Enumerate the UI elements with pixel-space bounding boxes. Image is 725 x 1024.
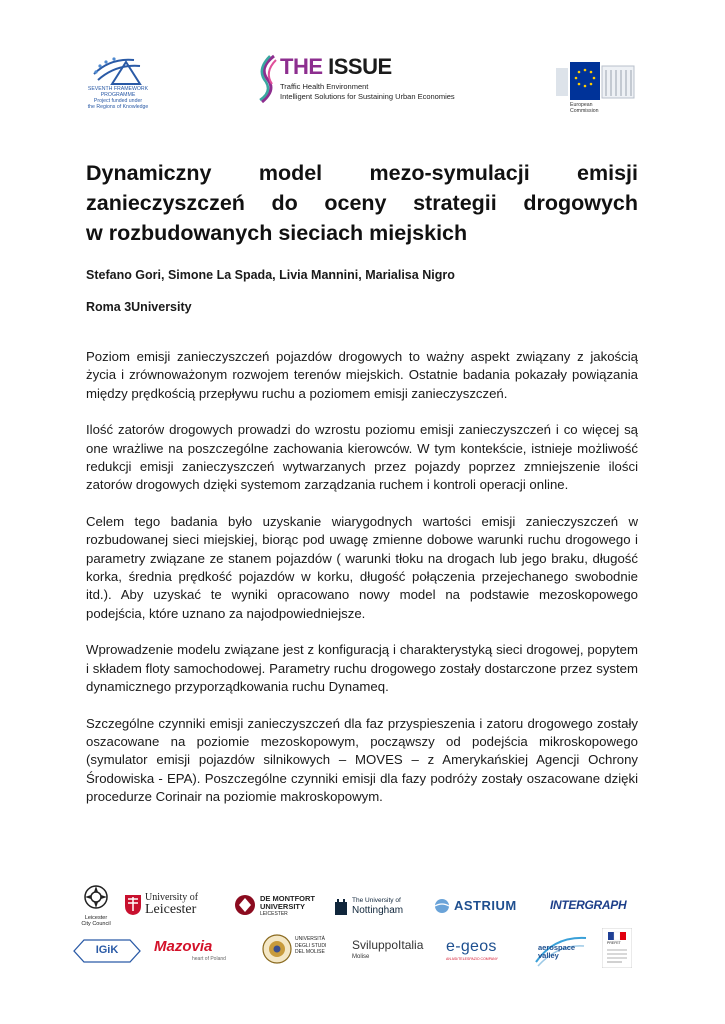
nottingham-line-2: Nottingham <box>352 905 404 916</box>
rose-icon <box>83 884 109 910</box>
mazovia-logo <box>154 938 240 970</box>
paragraph-4: Wprowadzenie modelu związane jest z konfiguracją i charakterystyką sieci drogowej, popytem i składem floty samochodowej. Parametry ruchu drogowego zostały dostarczone przez system dynamicznego przyporządkowania ruchu Dynameq. <box>86 642 638 694</box>
issue-word: ISSUE <box>328 54 392 79</box>
e-geos-logo <box>446 938 530 968</box>
leicester-city-line-1: Leicester <box>84 915 108 921</box>
egeos-name: e-geos <box>446 938 497 955</box>
authors: Stefano Gori, Simone La Spada, Livia Mannini, Marialisa Nigro <box>86 268 455 282</box>
aerospace-valley-logo <box>534 932 588 972</box>
leicester-univ-line-2: Leicester <box>145 902 197 917</box>
french-flag-icon <box>602 928 632 968</box>
molise-line-1: UNIVERSITÀ <box>295 936 326 942</box>
nottingham-castle-icon <box>334 896 348 916</box>
eu-flag-icon <box>556 62 638 102</box>
fp7-line-4: the Regions of Knowledge <box>87 104 149 110</box>
european-commission-logo <box>556 62 638 120</box>
molise-line-2: DEGLI STUDI <box>295 942 327 949</box>
molise-seal-icon <box>262 934 292 964</box>
document-body <box>86 348 638 825</box>
paragraph-3: Celem tego badania było uzyskanie wiarygodnych wartości emisji zanieczyszczeń w rozbudowanej sieci miejskiej, biorąc pod uwagę zmienne dobowe warunki ruchu drogowego i parametry związane ze stanem pojazdów ( warunki tłoku na drogach lub jego braku, długość korka, średnia prędkość pojazdów w korku, długość połączenia przejechanego swobodnie itd.). Aby uzyskać te wyniki opracowano nowy model na podstawie mezoskopowego podejścia, które uznano za najodpowiedniejsze. <box>86 514 638 621</box>
mazovia-tagline: heart of Poland <box>192 956 226 962</box>
astrium-name: ASTRIUM <box>454 898 517 913</box>
sviluppo-sub: Molise <box>352 954 370 960</box>
sviluppo-name-1: Sviluppo <box>352 938 399 952</box>
issue-title <box>280 54 392 80</box>
france-line-1: PREFET <box>607 941 621 945</box>
fp7-caption <box>82 86 154 110</box>
de-montfort-logo <box>234 890 320 924</box>
egeos-sub: AN ASI/TELESPAZIO COMPANY <box>446 957 498 961</box>
ec-line-2: Commission <box>570 108 599 114</box>
partner-logos <box>70 880 650 990</box>
fp7-line-2: PROGRAMME <box>100 92 136 98</box>
title-line-3: w rozbudowanych sieciach miejskich <box>86 221 468 245</box>
dmu-line-2: UNIVERSITY <box>260 902 306 911</box>
igik-name: IGiK <box>95 944 119 956</box>
the-issue-logo <box>256 54 456 110</box>
sviluppo-name-2: Italia <box>398 938 424 952</box>
molise-line-3: DEL MOLISE <box>295 949 325 955</box>
intergraph-logo <box>550 898 646 920</box>
igik-logo <box>72 938 142 964</box>
dmu-line-1: DE MONTFORT <box>260 894 315 903</box>
leicester-city-logo <box>76 884 116 934</box>
issue-subtitle-2: Intelligent Solutions for Sustaining Urban Economies <box>280 92 455 101</box>
paragraph-5: Szczególne czynniki emisji zanieczyszczeń dla faz przyspieszenia i zatoru drogowego zostały oszacowane na poziomie mezoskopowym, począwszy od podejścia mikroskopowego (symulator emisji pojazdów silnikowych – MOVES – z Amerykańskiej Agencji Ochrony Środowiska - EPA). Poszczególne czynniki emisji dla fazy podróży zostały oszacowane dzięki procedurze Corinair na poziomie makroskopowym. <box>86 715 638 804</box>
aerospace-line-2: valley <box>538 951 559 960</box>
issue-swoosh-icon <box>256 54 278 104</box>
issue-subtitle-1: Traffic Health Environment <box>280 82 369 91</box>
issue-the: THE <box>280 54 323 79</box>
aerospace-line-1: aerospace <box>538 943 576 952</box>
fp7-line-3: Project funded under <box>93 98 143 104</box>
affiliation: Roma 3University <box>86 300 192 314</box>
fp7-logo <box>82 56 148 122</box>
dmu-line-3: LEICESTER <box>260 911 288 917</box>
ec-line-1: European <box>570 102 593 108</box>
document-title <box>86 158 638 248</box>
astrium-logo <box>434 896 530 920</box>
paragraph-2: Ilość zatorów drogowych prowadzi do wzrostu poziomu emisji zanieczyszczeń i co więcej są one wrażliwe na poszczególne zachowania kierowców. W tym kontekście, istnieje możliwość redukcji emisji zanieczyszczeń wytwarzanych przez pojazdy poprzez zmniejszenie ilości zatorów drogowych dzięki systemom zarządzania ruchem i kontroli operacji online. <box>86 422 638 493</box>
sviluppo-italia-logo <box>352 938 438 968</box>
ec-caption <box>570 102 599 114</box>
astrium-globe-icon <box>434 898 450 914</box>
leicester-univ-line-1: University of <box>145 892 199 903</box>
paragraph-1: Poziom emisji zanieczyszczeń pojazdów drogowych to ważny aspekt związany z jakością życia i zrównoważonym rozwojem terenów miejskich. Ostatnie badania pokazały powiązania między prędkością przepływu ruchu a poziomem emisji zanieczyszczeń. <box>86 349 638 401</box>
intergraph-name: INTERGRAPH <box>550 898 627 912</box>
leicester-city-line-2: City Council <box>81 921 111 927</box>
dmu-crest-icon <box>234 892 256 918</box>
university-of-leicester-logo <box>124 892 220 922</box>
fp7-line-1: SEVENTH FRAMEWORK <box>87 86 149 92</box>
title-line-2: zanieczyszczeń do oceny strategii drogowych <box>86 191 638 215</box>
french-prefecture-logo <box>602 928 636 974</box>
molise-university-logo <box>262 932 338 968</box>
leicester-shield-icon <box>124 894 142 916</box>
mazovia-name: Mazovia <box>154 938 213 955</box>
title-line-1: Dynamiczny model mezo-symulacji emisji <box>86 161 638 185</box>
nottingham-logo <box>334 894 424 924</box>
nottingham-line-1: The University of <box>352 897 401 904</box>
fp7-star-icon <box>90 56 146 88</box>
